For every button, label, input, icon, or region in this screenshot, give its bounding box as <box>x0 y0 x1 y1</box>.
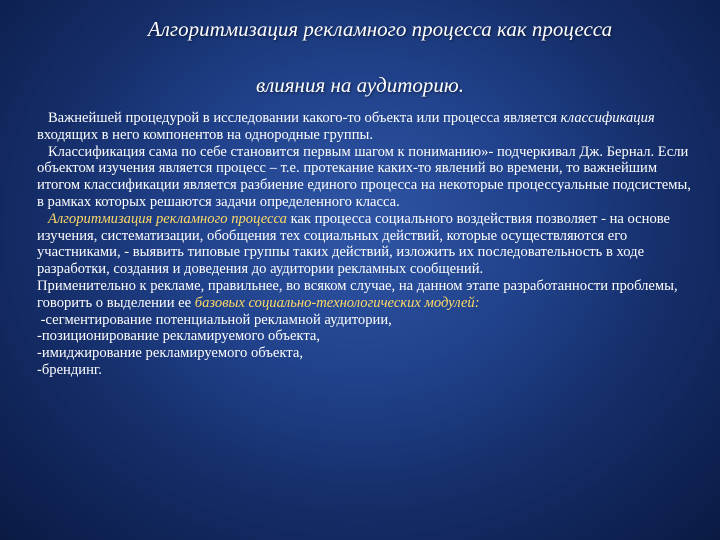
slide-title-line-2: влияния на аудиторию. <box>256 73 464 97</box>
paragraph-algorithmization <box>37 211 692 278</box>
list-item: -брендинг. <box>37 361 102 378</box>
paragraph-modules <box>37 278 692 312</box>
paragraph-text: Применительно к рекламе, правильнее, во всяком случае, на данном этапе разработанности проблемы, говорить о выделении ее <box>37 277 678 311</box>
slide-title-line-1: Алгоритмизация рекламного процесса как процесса <box>147 17 613 41</box>
term-modules: базовых социально-технологических модулей: <box>194 294 480 311</box>
term-classification: классификация <box>560 110 655 126</box>
paragraph-text: Важнейшей процедурой в исследовании какого-то объекта или процесса является <box>37 110 561 126</box>
paragraph-text: входящих в него компонентов на однородные группы. <box>37 110 659 143</box>
list-item: -имиджирование рекламируемого объекта, <box>37 345 303 362</box>
paragraph-text: как процесса социального воздействия позволяет - на основе изучения, систематизации, обобщения тех социальных действий, которые осуществляются его участниками, - выявить типовые группы таких действий, изложить их последовательность в ходе разработки, создания и доведения до аудитории рекламных сообщений. <box>37 210 674 278</box>
slide-body <box>37 110 695 379</box>
term-algorithmization: Алгоритмизация рекламного процесса <box>37 210 287 227</box>
list-item: -позиционирование рекламируемого объекта, <box>37 328 321 345</box>
paragraph-classification <box>37 110 692 144</box>
list-item: -сегментирование потенциальной рекламной аудитории, <box>37 311 392 328</box>
paragraph-bernal: Классификация сама по себе становится первым шагом к пониманию»- подчеркивал Дж. Бернал. Если объектом изучения является процесс – т.е. протекание каких-то явлений во времени, то важнейшим итогом классификации является разбиение единого процесса на некоторые процессуальные подсистемы, в рамках которых решаются задачи определенного класса. <box>37 143 695 210</box>
